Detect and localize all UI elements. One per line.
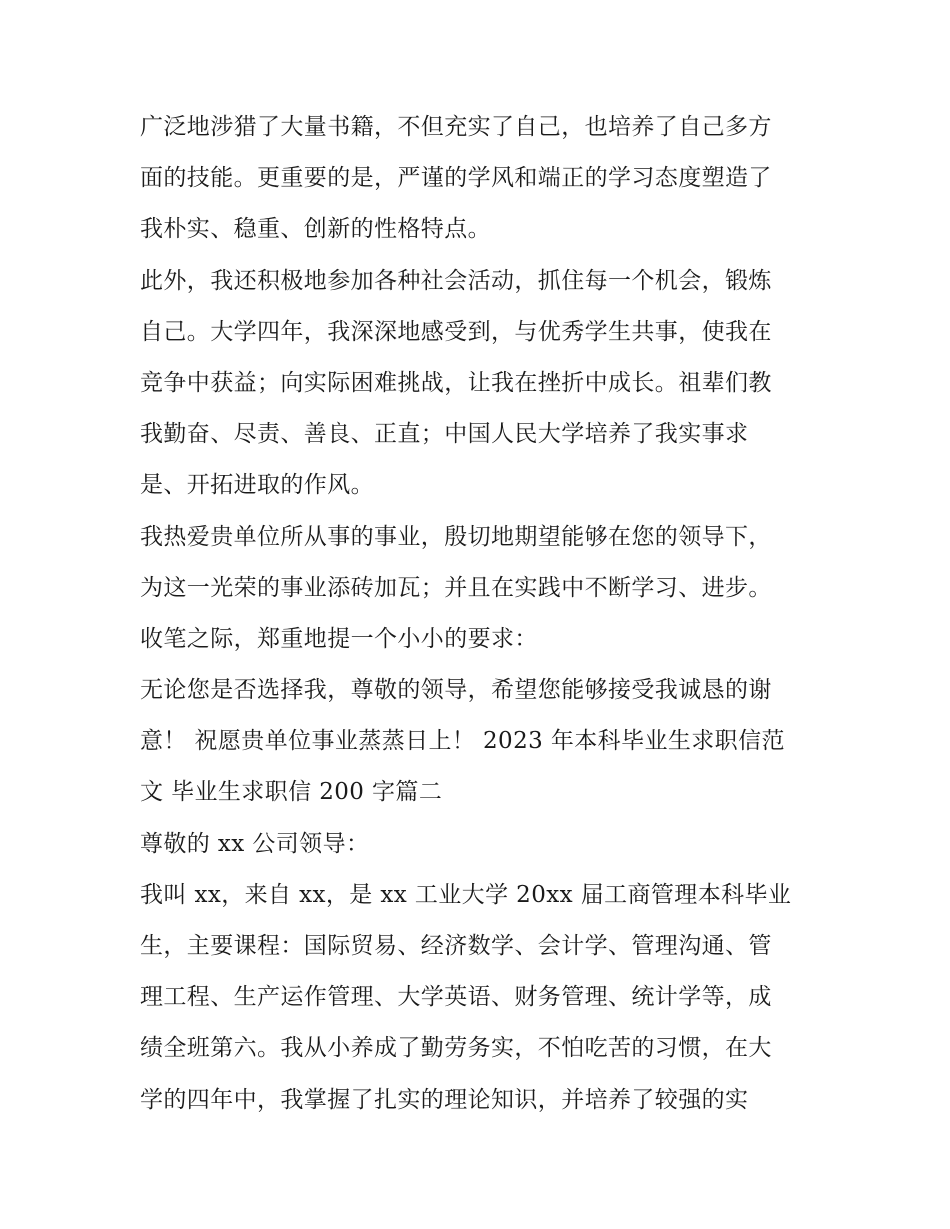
text-line: 理工程、生产运作管理、大学英语、财务管理、统计学等，成 [140,984,772,1011]
text-line: 我热爱贵单位所从事的事业，殷切地期望能够在您的领导下， [140,523,772,550]
text-line: 我朴实、稳重、创新的性格特点。 [140,216,491,243]
text-line: 为这一光荣的事业添砖加瓦；并且在实践中不断学习、进步。 [140,574,772,601]
text-line: 竞争中获益；向实际困难挑战，让我在挫折中成长。祖辈们教 [140,369,772,396]
text-line: 意！ 祝愿贵单位事业蒸蒸日上！ 2023 年本科毕业生求职信范 [140,728,785,755]
text-line: 广泛地涉猎了大量书籍，不但充实了自己，也培养了自己多方 [140,114,772,140]
text-line: 我勤奋、尽责、善良、正直；中国人民大学培养了我实事求 [140,421,749,448]
text-line: 我叫 xx，来自 xx，是 xx 工业大学 20xx 届工商管理本科毕业 [140,881,792,908]
text-line: 面的技能。更重要的是，严谨的学风和端正的学习态度塑造了 [140,165,772,192]
document-body [140,104,830,1128]
text-line: 学的四年中，我掌握了扎实的理论知识，并培养了较强的实 [140,1086,749,1113]
text-line: 绩全班第六。我从小养成了勤劳务实，不怕吃苦的习惯，在大 [140,1035,772,1062]
text-line: 收笔之际，郑重地提一个小小的要求： [140,625,538,652]
text-line: 无论您是否选择我，尊敬的领导，希望您能够接受我诚恳的谢 [140,677,772,704]
text-line: 尊敬的 xx 公司领导： [140,830,370,857]
text-line: 自己。大学四年，我深深地感受到，与优秀学生共事，使我在 [140,318,772,345]
text-line: 是、开拓进取的作风。 [140,472,374,499]
text-line: 生，主要课程：国际贸易、经济数学、会计学、管理沟通、管 [140,933,772,959]
text-line: 此外，我还积极地参加各种社会活动，抓住每一个机会，锻炼 [140,267,772,294]
text-line: 文 毕业生求职信 200 字篇二 [140,779,443,806]
